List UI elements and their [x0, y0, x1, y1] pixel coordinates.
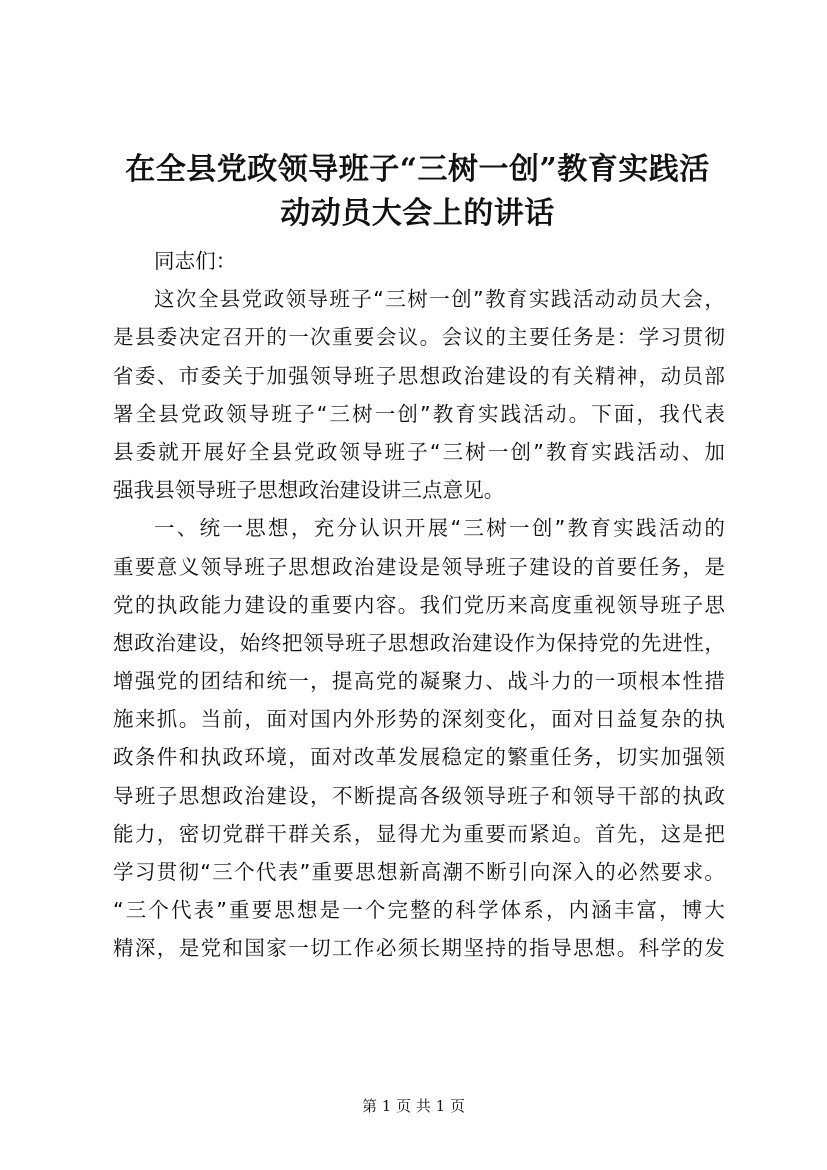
- document-title: [110, 148, 725, 236]
- paragraph-1-line: 这次全县党政领导班子“三树一创”教育实践活动动员大会，: [154, 287, 725, 312]
- paragraph-2-line: 导班子思想政治建设，不断提高各级领导班子和领导干部的执政: [113, 783, 725, 808]
- title-line-2: 动动员大会上的讲话: [280, 196, 555, 231]
- page-footer: 第 1 页 共 1 页: [362, 1097, 465, 1115]
- paragraph-2-line: 学习贯彻“三个代表”重要思想新高潮不断引向深入的必然要求。: [113, 860, 725, 884]
- paragraph-1-line: 省委、市委关于加强领导班子思想政治建设的有关精神，动员部: [113, 363, 725, 388]
- paragraph-2-line: 施来抓。当前，面对国内外形势的深刻变化，面对日益复杂的执: [113, 707, 725, 732]
- document-body: [113, 242, 725, 968]
- paragraph-1-line: 县委就开展好全县党政领导班子“三树一创”教育实践活动、加: [113, 439, 725, 464]
- paragraph-1-line: 署全县党政领导班子“三树一创”教育实践活动。下面，我代表: [113, 401, 725, 426]
- paragraph-2-line: 重要意义领导班子思想政治建设是领导班子建设的首要任务，是: [113, 554, 725, 579]
- paragraph-1-line: 是县委决定召开的一次重要会议。会议的主要任务是：学习贯彻: [113, 325, 725, 350]
- salutation: 同志们：: [154, 249, 237, 273]
- paragraph-2-line: “三个代表”重要思想是一个完整的科学体系，内涵丰富，博大: [113, 898, 725, 923]
- paragraph-2-line: 党的执政能力建设的重要内容。我们党历来高度重视领导班子思: [113, 592, 725, 617]
- paragraph-2-line: 政条件和执政环境，面对改革发展稳定的繁重任务，切实加强领: [113, 745, 725, 770]
- paragraph-2-line: 能力，密切党群干群关系，显得尤为重要而紧迫。首先，这是把: [113, 821, 725, 846]
- paragraph-2-line: 想政治建设，始终把领导班子思想政治建设作为保持党的先进性，: [113, 630, 725, 655]
- paragraph-1-line: 强我县领导班子思想政治建设讲三点意见。: [113, 478, 505, 503]
- paragraph-2-line: 一、统一思想，充分认识开展“三树一创”教育实践活动的: [154, 516, 725, 541]
- paragraph-2-line: 增强党的团结和统一，提高党的凝聚力、战斗力的一项根本性措: [113, 669, 725, 694]
- title-line-1: 在全县党政领导班子“三树一创”教育实践活: [125, 152, 710, 187]
- paragraph-2-line: 精深，是党和国家一切工作必须长期坚持的指导思想。科学的发: [113, 936, 725, 961]
